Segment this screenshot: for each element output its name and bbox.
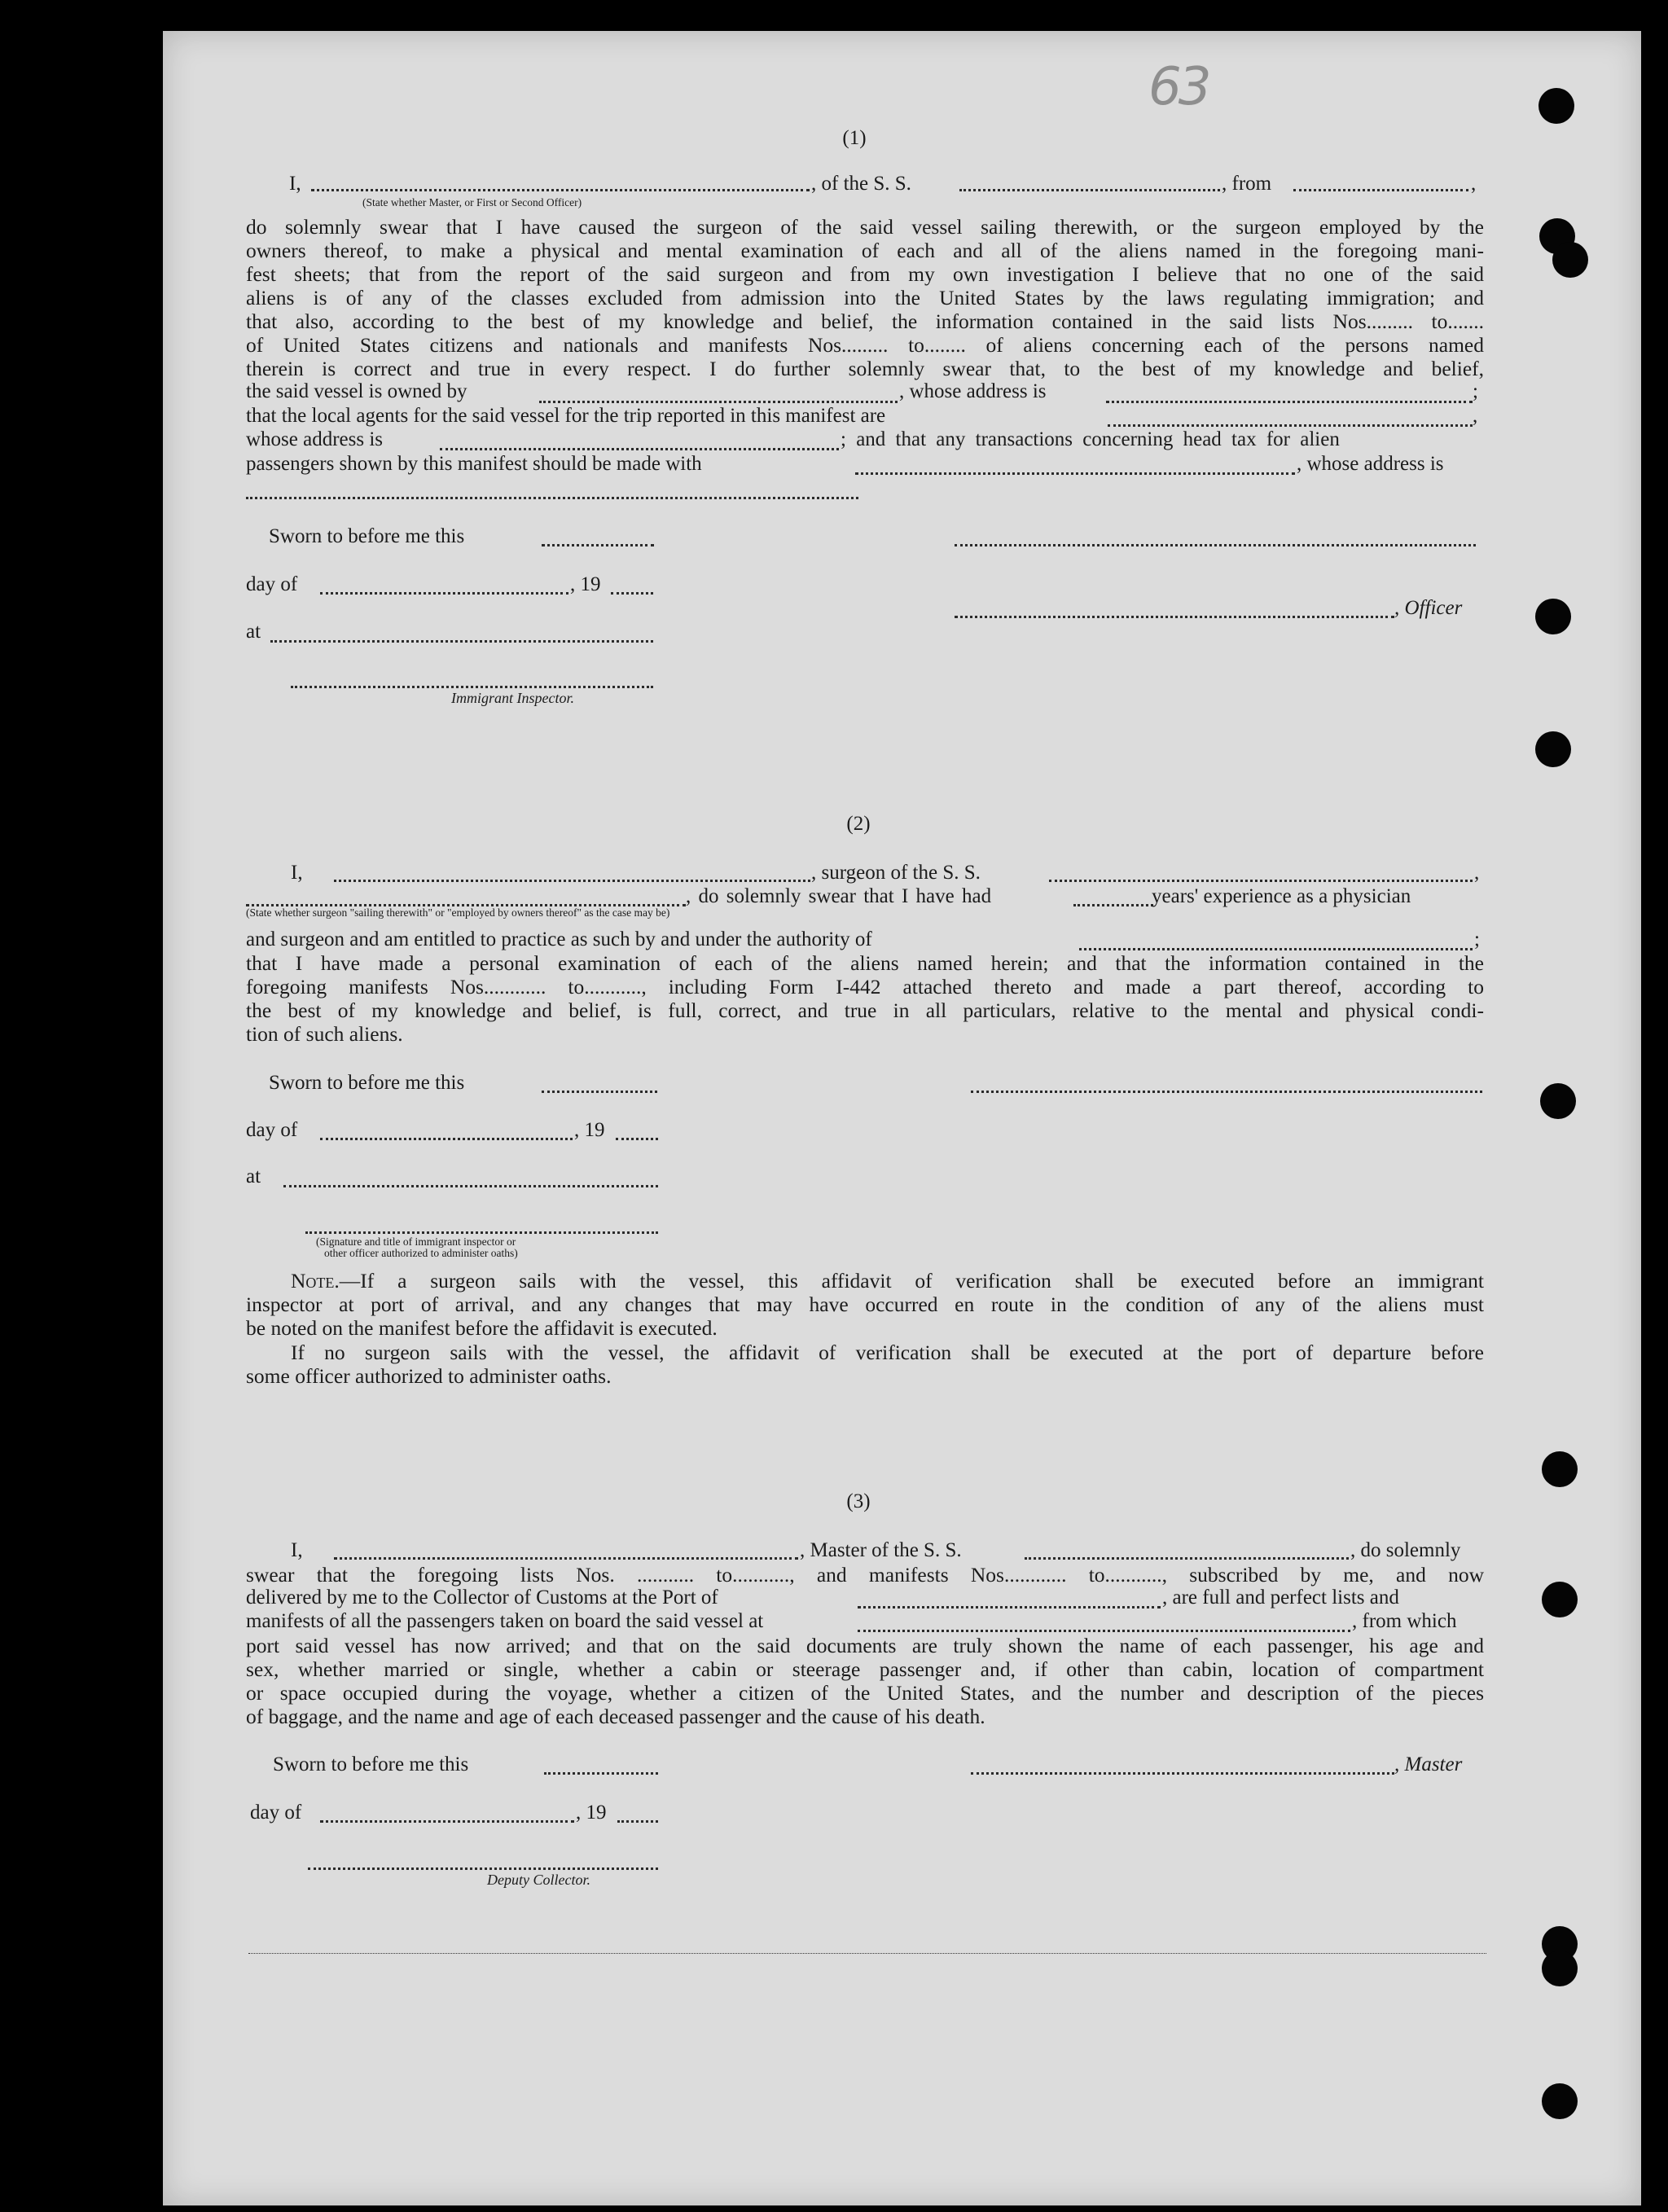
s1-officer-label: , Officer bbox=[1394, 597, 1463, 619]
s1-comma: , bbox=[1471, 173, 1477, 195]
s3-day-of: day of bbox=[250, 1802, 302, 1824]
s2-year-field bbox=[616, 1138, 658, 1140]
s1-from: , from bbox=[1222, 173, 1272, 195]
s1-agents-comma: , bbox=[1473, 405, 1478, 427]
s1-signature-line bbox=[955, 544, 1476, 546]
s1-head-tax-line: passengers shown by this manifest should be made with bbox=[246, 453, 702, 475]
s3-year-field bbox=[617, 1820, 658, 1823]
s1-head-tax: ; and that any transactions concerning head tax for alien bbox=[841, 428, 1340, 450]
s3-port-field bbox=[858, 1606, 1161, 1609]
s2-sworn-field bbox=[542, 1091, 657, 1093]
s2-note-line: inspector at port of arrival, and any changes that may have occurred en route in the condition of any of the aliens must bbox=[246, 1293, 1484, 1316]
s2-note-text: —If a surgeon sails with the vessel, this affidavit of verification shall be executed before an immigrant bbox=[339, 1269, 1484, 1293]
s1-head-tax-field bbox=[855, 472, 1295, 475]
s1-owner-field bbox=[539, 401, 898, 403]
s3-text-line: port said vessel has now arrived; and that on the said documents are truly shown the name of each passenger, his age and bbox=[246, 1634, 1484, 1657]
s2-note-line: be noted on the manifest before the affidavit is executed. bbox=[246, 1316, 718, 1340]
s3-day-field bbox=[320, 1820, 574, 1823]
s2-surgeon-field bbox=[334, 880, 810, 882]
s2-note-line-1 bbox=[291, 1269, 1484, 1293]
s3-year: , 19 bbox=[576, 1802, 607, 1824]
punch-hole bbox=[1540, 1083, 1576, 1119]
s1-officer-caption: (State whether Master, or First or Second Officer) bbox=[362, 196, 582, 208]
s1-from-field bbox=[1293, 189, 1468, 191]
punch-hole bbox=[1535, 599, 1571, 634]
s3-do-solemnly: , do solemnly bbox=[1350, 1539, 1461, 1561]
s1-whose-address: , whose address is bbox=[899, 380, 1047, 402]
section-2-title: (2) bbox=[846, 813, 871, 835]
s2-year: , 19 bbox=[574, 1119, 605, 1141]
s2-comma: , bbox=[1474, 862, 1480, 884]
s1-year-field bbox=[611, 592, 653, 595]
s2-text-line: the best of my knowledge and belief, is full, correct, and true in all particulars, relative to the mental and physical condi- bbox=[246, 998, 1484, 1022]
s1-head-tax-address: , whose address is bbox=[1297, 453, 1444, 475]
s2-sworn: Sworn to before me this bbox=[269, 1072, 465, 1094]
s1-sworn: Sworn to before me this bbox=[269, 525, 465, 547]
s2-signature-line bbox=[971, 1091, 1482, 1093]
s1-text-line: therein is correct and true in every respect. I do further solemnly swear that, to the best of my knowledge and belief, bbox=[246, 357, 1484, 380]
s3-master-signature-line bbox=[971, 1772, 1394, 1775]
s1-inspector-label: Immigrant Inspector. bbox=[451, 690, 574, 706]
s1-agents: that the local agents for the said vessel for the trip reported in this manifest are bbox=[246, 405, 886, 427]
s1-year: , 19 bbox=[570, 573, 601, 595]
s3-i: I, bbox=[291, 1539, 303, 1561]
s2-day-of: day of bbox=[246, 1119, 298, 1141]
s2-sig-caption-2: other officer authorized to administer oaths) bbox=[324, 1247, 518, 1259]
s1-text-line: do solemnly swear that I have caused the surgeon of the said vessel sailing therewith, or the surgeon employed by the bbox=[246, 215, 1484, 239]
s2-text-line: tion of such aliens. bbox=[246, 1022, 403, 1046]
s3-from-which: , from which bbox=[1352, 1610, 1457, 1632]
s1-head-tax-address-field bbox=[246, 497, 858, 499]
s1-officer-signature-line bbox=[955, 616, 1394, 618]
s3-sworn-field bbox=[544, 1772, 658, 1775]
s1-agents-address: whose address is bbox=[246, 428, 384, 450]
s2-years-field bbox=[1073, 904, 1153, 906]
s3-master-label: , Master bbox=[1394, 1753, 1463, 1775]
s2-at-field bbox=[283, 1185, 658, 1187]
s1-semicolon: ; bbox=[1473, 380, 1478, 402]
s1-text-line: of United States citizens and nationals and manifests Nos......... to........ of aliens concerning each of the persons named bbox=[246, 333, 1484, 357]
s2-text-line: that I have made a personal examination of each of the aliens named herein; and that the information contained in the bbox=[246, 951, 1484, 975]
section-3-title: (3) bbox=[846, 1490, 871, 1512]
s2-note-label: Note. bbox=[291, 1269, 340, 1293]
s3-vessel-at-field bbox=[858, 1630, 1350, 1632]
s1-agents-field bbox=[1108, 424, 1473, 427]
s2-inspector-line bbox=[305, 1231, 658, 1234]
s1-agents-address-field bbox=[440, 448, 839, 450]
s1-of-ss: , of the S. S. bbox=[811, 173, 911, 195]
s2-authority-field bbox=[1079, 948, 1473, 950]
s1-owner-address-field bbox=[1106, 401, 1473, 403]
s1-text-line: that also, according to the best of my knowledge and belief, the information contained in the said lists Nos......... to....... bbox=[246, 309, 1484, 333]
s3-text-line: swear that the foregoing lists Nos. ........... to..........., and manifests Nos............ to..........., subscribed by me, and now bbox=[246, 1563, 1484, 1587]
s1-day-field bbox=[320, 592, 568, 595]
s2-note2-line: some officer authorized to administer oaths. bbox=[246, 1364, 612, 1388]
s2-authority: and surgeon and am entitled to practice as such by and under the authority of bbox=[246, 928, 872, 950]
s2-vessel-field bbox=[1049, 880, 1473, 882]
s1-at: at bbox=[246, 621, 261, 643]
s2-at: at bbox=[246, 1165, 261, 1187]
s2-text-line: foregoing manifests Nos............ to..........., including Form I-442 attached thereto and made a part thereof, according to bbox=[246, 975, 1484, 998]
s1-text-line: owners thereof, to make a physical and mental examination of each and all of the aliens named in the foregoing mani- bbox=[246, 239, 1484, 262]
punch-hole bbox=[1539, 88, 1574, 124]
s2-note2-line: If no surgeon sails with the vessel, the affidavit of verification shall be executed at the port of departure before bbox=[291, 1341, 1484, 1364]
s3-manifests: manifests of all the passengers taken on board the said vessel at bbox=[246, 1610, 764, 1632]
s3-full-lists: , are full and perfect lists and bbox=[1162, 1587, 1399, 1609]
punch-hole bbox=[1542, 1951, 1578, 1986]
s2-surgeon-of: , surgeon of the S. S. bbox=[811, 862, 981, 884]
s3-deputy-line bbox=[308, 1867, 658, 1870]
s3-text-line: of baggage, and the name and age of each deceased passenger and the cause of his death. bbox=[246, 1705, 985, 1728]
punch-hole bbox=[1542, 1582, 1578, 1617]
s1-text-line: aliens is of any of the classes excluded from admission into the United States by the laws regulating immigration; and bbox=[246, 286, 1484, 309]
punch-hole bbox=[1552, 242, 1588, 278]
s1-sworn-field bbox=[542, 544, 654, 546]
s1-inspector-line bbox=[291, 686, 653, 688]
punch-hole bbox=[1535, 731, 1571, 767]
s1-at-field bbox=[270, 640, 653, 643]
s2-years: years' experience as a physician bbox=[1152, 885, 1411, 907]
s2-day-field bbox=[320, 1138, 573, 1140]
bottom-divider bbox=[248, 1953, 1486, 1954]
s1-day-of: day of bbox=[246, 573, 298, 595]
s1-vessel-field bbox=[959, 189, 1220, 191]
s2-authority-end: ; bbox=[1474, 928, 1480, 950]
s2-swear: , do solemnly swear that I have had bbox=[686, 885, 992, 907]
s3-master-of: , Master of the S. S. bbox=[800, 1539, 962, 1561]
s3-sworn: Sworn to before me this bbox=[273, 1753, 469, 1775]
s1-owned-by: the said vessel is owned by bbox=[246, 380, 467, 402]
s3-text-line: or space occupied during the voyage, whether a citizen of the United States, and the number and description of the pieces bbox=[246, 1681, 1484, 1705]
punch-hole bbox=[1542, 1451, 1578, 1487]
s1-i: I, bbox=[289, 173, 301, 195]
s2-sig-caption-1: (Signature and title of immigrant inspector or bbox=[316, 1235, 516, 1248]
s1-text-line: fest sheets; that from the report of the said surgeon and from my own investigation I believe that no one of the said bbox=[246, 262, 1484, 286]
s3-master-field bbox=[334, 1557, 798, 1560]
s3-vessel-field bbox=[1025, 1557, 1349, 1560]
s2-i: I, bbox=[291, 862, 303, 884]
s3-deputy-label: Deputy Collector. bbox=[487, 1872, 590, 1888]
s3-collector: delivered by me to the Collector of Customs at the Port of bbox=[246, 1587, 718, 1609]
handwritten-page-number: 63 bbox=[1148, 57, 1209, 117]
section-1-title: (1) bbox=[842, 127, 867, 149]
punch-hole bbox=[1542, 2083, 1578, 2119]
s3-text-line: sex, whether married or single, whether a cabin or steerage passenger and, if other than cabin, location of compartment bbox=[246, 1657, 1484, 1681]
s2-status-caption: (State whether surgeon "sailing therewith" or "employed by owners thereof" as the case may be) bbox=[246, 906, 670, 919]
s1-officer-field bbox=[311, 189, 810, 191]
